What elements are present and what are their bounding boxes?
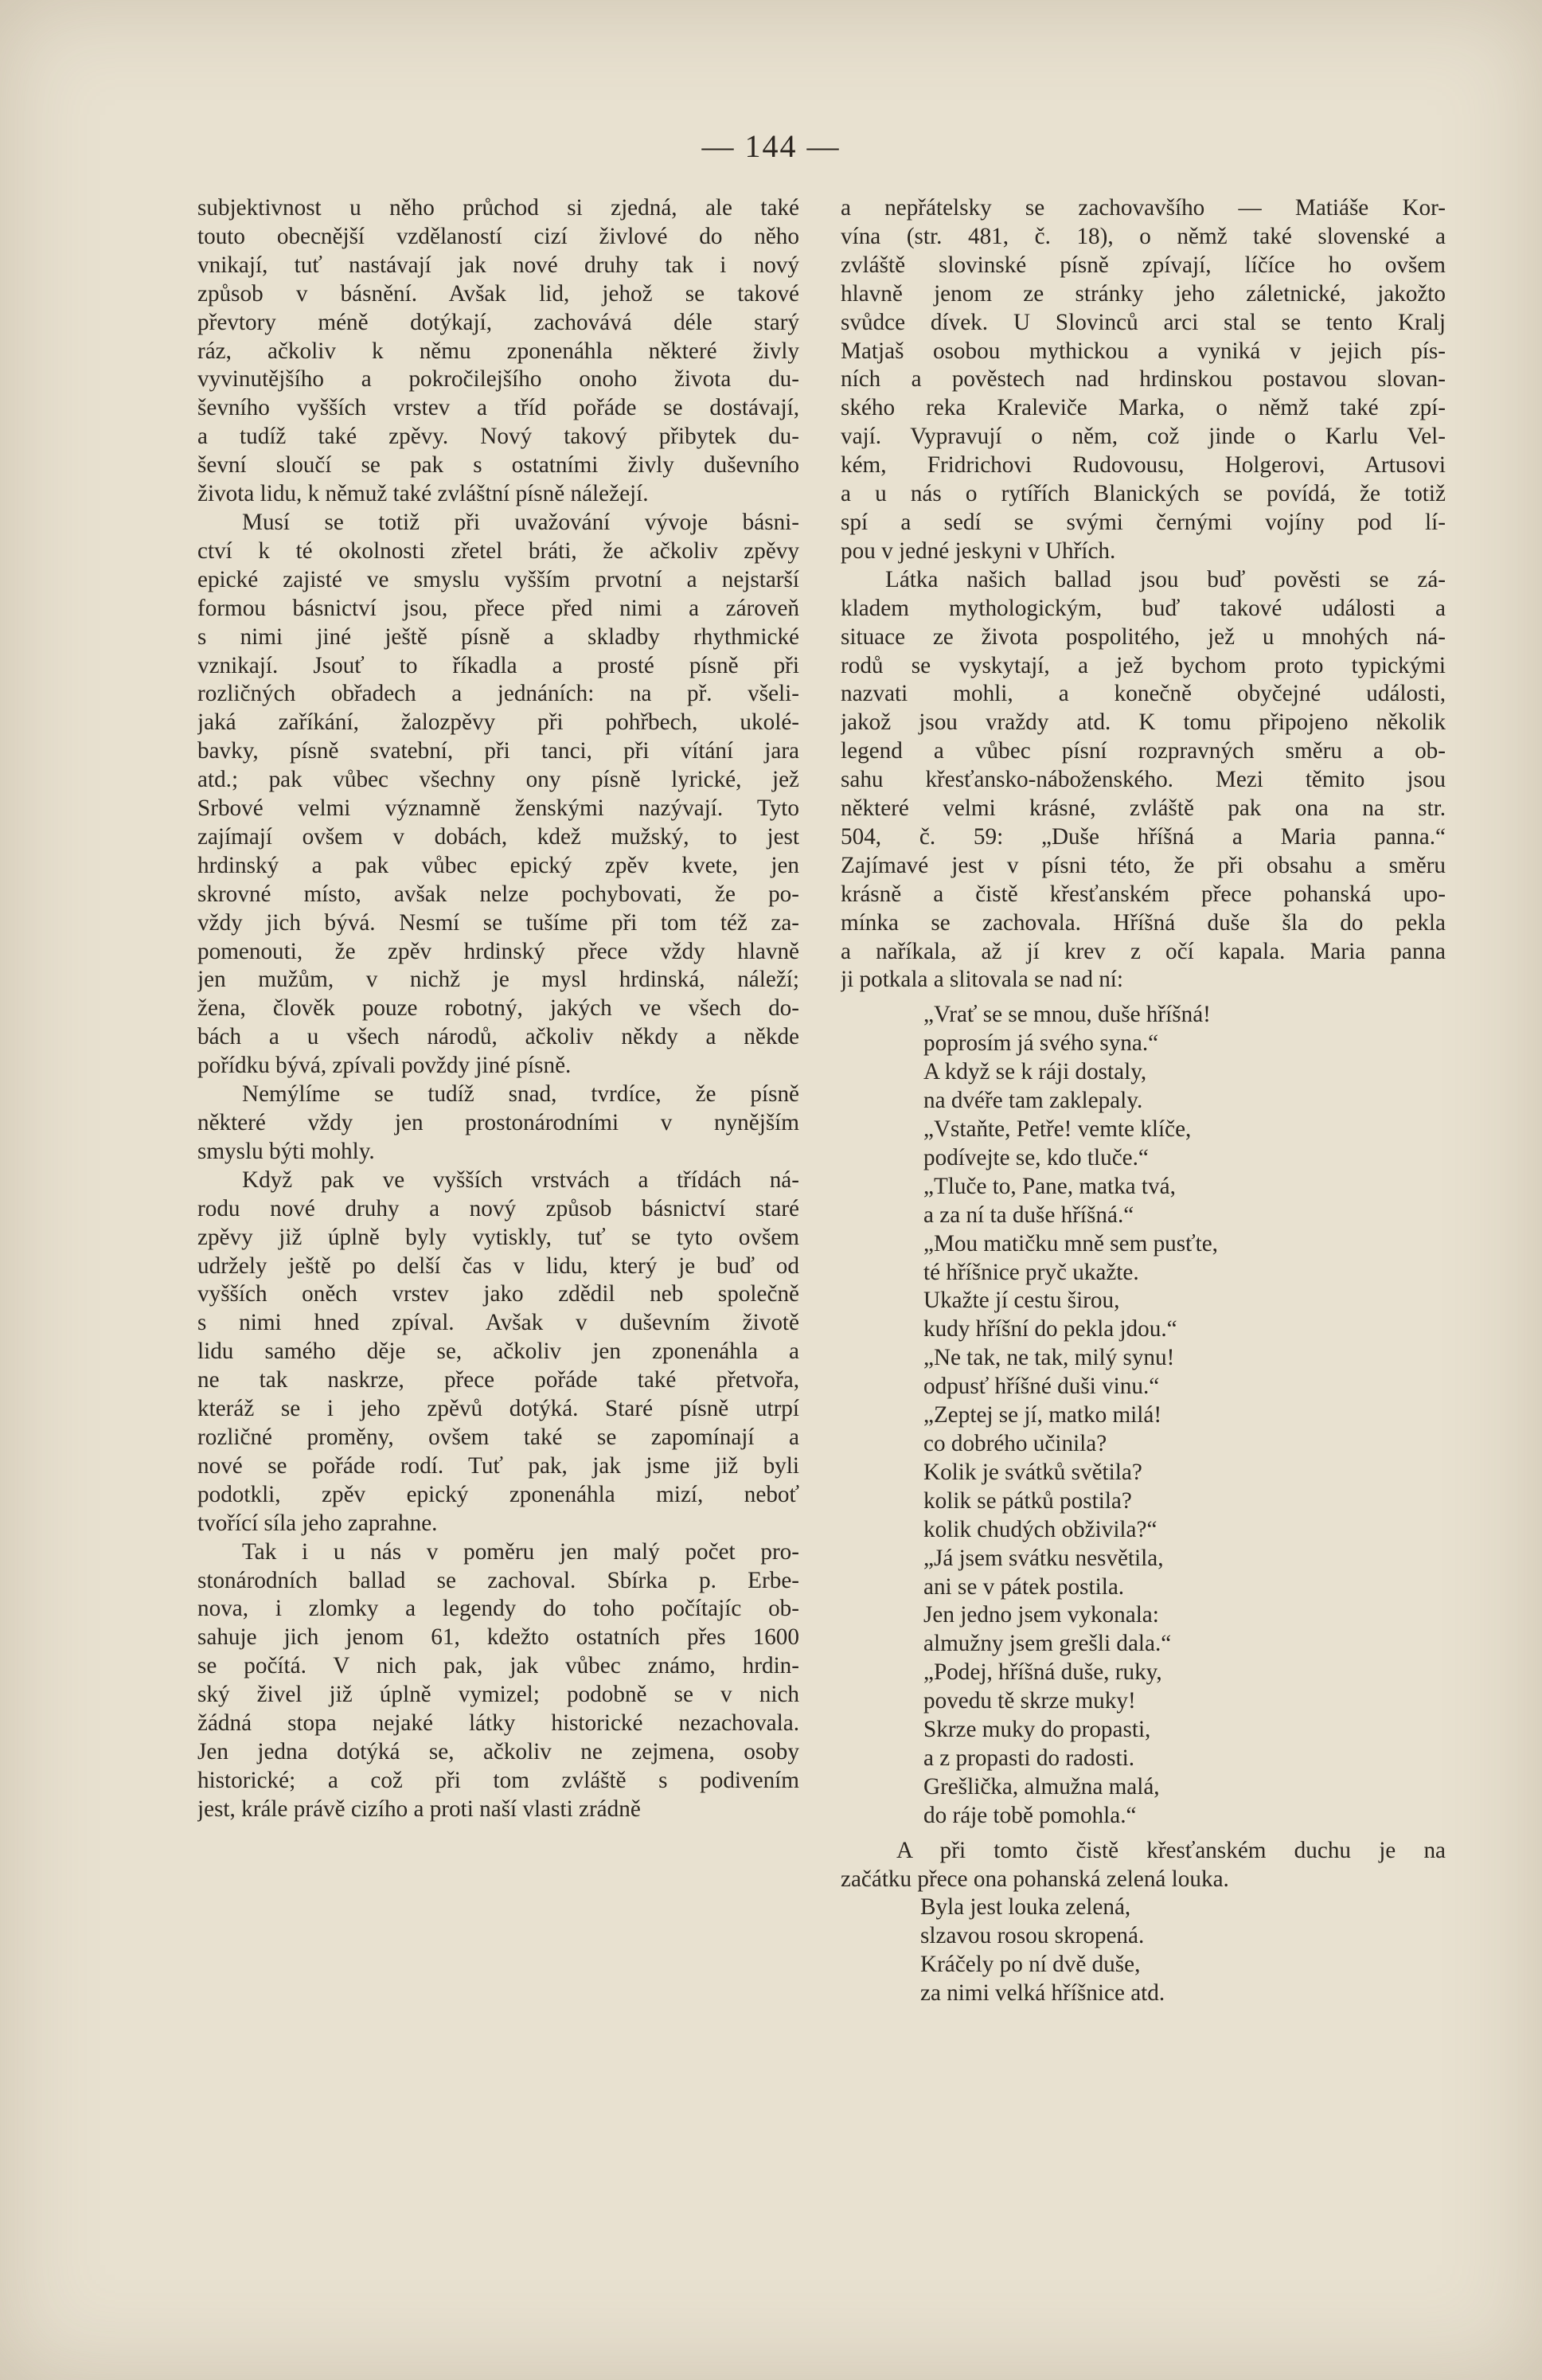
verse-line: té hříšnice pryč ukažte. <box>923 1259 1139 1285</box>
verse-line: povedu tě skrze muky! <box>923 1688 1136 1714</box>
text-line: s nimi jiné ještě písně a skladby rhythmické <box>197 623 799 650</box>
verse-line: „Zeptej se jí, matko milá! <box>923 1402 1162 1428</box>
paragraph <box>841 194 1446 566</box>
text-line: některé vždy jen prostonárodními v nynějším <box>197 1110 799 1135</box>
text-line: žena, člověk pouze robotný, jakých ve všech do- <box>197 995 799 1022</box>
text-line: žádná stopa nejaké látky historické nezachovala. <box>197 1710 799 1737</box>
verse-line: odpusť hříšné duši vinu.“ <box>923 1374 1160 1400</box>
text-line: kteráž se i jeho zpěvů dotýká. Staré písně utrpí <box>197 1396 799 1422</box>
text-line: bavky, písně svatební, při tanci, při vítání jara <box>197 738 799 764</box>
text-line: vína (str. 481, č. 18), o němž také slovenské a <box>841 223 1446 249</box>
text-line: jakož jsou vraždy atd. K tomu připojeno několik <box>841 709 1446 736</box>
text-line: Musí se totiž při uvažování vývoje básni- <box>242 509 799 535</box>
text-line: se počítá. V nich pak, jak vůbec známo, hrdin- <box>197 1653 799 1679</box>
text-line: zvláště slovinské písně zpívají, líčíce ho ovšem <box>841 252 1446 278</box>
paragraph <box>197 194 799 509</box>
text-line: ševního vyšších vrstev a tříd pořáde se dostávají, <box>197 395 799 421</box>
text-line: hlavně jenom ze stránky jeho záletnické, jakožto <box>841 280 1446 307</box>
text-line: ského reka Kraleviče Marka, o němž také zpí- <box>841 395 1446 421</box>
text-line: hrdinský a pak vůbec epický zpěv kvete, jen <box>197 852 799 878</box>
text-line: ních a pověstech nad hrdinskou postavou slovan- <box>841 366 1446 393</box>
text-line: A při tomto čistě křesťanském duchu je na <box>896 1837 1446 1863</box>
text-line: a u nás o rytířích Blanických se povídá, že totiž <box>841 481 1446 507</box>
verse-line: kolik chudých obživila?“ <box>923 1516 1157 1542</box>
verse-line: poprosím já svého syna.“ <box>923 1030 1159 1057</box>
text-line: rozličných obřadech a jednáních: na př. všeli- <box>197 681 799 707</box>
text-line: skrovné místo, avšak nelze pochybovati, že po- <box>197 881 799 907</box>
poem-zelena-louka <box>920 1893 1446 2008</box>
paragraph <box>197 509 799 1081</box>
text-line: vyšších oněch vrstev jako zdědil neb společně <box>197 1281 799 1307</box>
text-line: tvořící síla jeho zaprahne. <box>197 1510 438 1536</box>
text-line: ctví k té okolnosti zřetel bráti, že ačkoliv zpěvy <box>197 537 799 564</box>
text-line: s nimi hned zpíval. Avšak v duševním životě <box>197 1310 799 1336</box>
right-column <box>841 194 1446 2008</box>
text-line: situace ze života pospolitého, jež u mnohých ná- <box>841 623 1446 650</box>
paragraph <box>197 1167 799 1538</box>
text-line: historické; a což při tom zvláště s podivením <box>197 1767 799 1793</box>
text-line: převtory méně dotýkají, zachovává déle starý <box>197 309 799 335</box>
text-line: udržely ještě po delší čas v lidu, který je buď od <box>197 1253 799 1279</box>
text-line: svůdce dívek. U Slovinců arci stal se tento Kralj <box>841 309 1446 335</box>
verse-line: A když se k ráji dostaly, <box>923 1059 1147 1085</box>
paragraph <box>197 1081 799 1167</box>
text-line: zpěvy již úplně byly vytiskly, tuť se tyto ovšem <box>197 1224 799 1250</box>
verse-line: „Tluče to, Pane, matka tvá, <box>923 1173 1176 1199</box>
verse-line: Jen jedno jsem vykonala: <box>923 1602 1159 1628</box>
text-line: způsob v básnění. Avšak lid, jehož se takové <box>197 280 799 307</box>
verse-line: Ukažte jí cestu širou, <box>923 1288 1120 1314</box>
text-line: bách a u všech národů, ačkoliv někdy a někde <box>197 1024 799 1050</box>
verse-line: na dvéře tam zaklepaly. <box>923 1088 1143 1114</box>
verse-line: a za ní ta duše hříšná.“ <box>923 1202 1134 1228</box>
text-line: touto obecnější vzdělaností cizí živlové do něho <box>197 223 799 249</box>
text-line: ševní sloučí se pak s ostatními živly duševního <box>197 452 799 479</box>
text-line: 504, č. 59: „Duše hříšná a Maria panna.“ <box>841 823 1446 850</box>
text-line: atd.; pak vůbec všechny ony písně lyrické, jež <box>197 767 799 793</box>
verse-line: ani se v pátek postila. <box>923 1573 1125 1600</box>
text-line: legend a vůbec písní rozpravných směru a ob- <box>841 738 1446 764</box>
text-line: kém, Fridrichovi Rudovousu, Holgerovi, Artusovi <box>841 452 1446 479</box>
verse-line: Kolik je svátků světila? <box>923 1459 1142 1485</box>
text-line: Zajímavé jest v písni této, že při obsahu a směru <box>841 852 1446 878</box>
text-line: nova, i zlomky a legendy do toho počítajíc ob- <box>197 1596 799 1622</box>
text-line: nové se pořáde rodí. Tuť pak, jak jsme již byli <box>197 1452 799 1479</box>
text-line: sahu křesťansko-náboženského. Mezi těmito jsou <box>841 767 1446 793</box>
text-line: jen mužům, v nichž je mysl hrdinská, náleží; <box>197 967 799 993</box>
text-line: vnikají, tuť nastávají jak nové druhy tak i nový <box>197 252 799 278</box>
left-column <box>197 194 799 1824</box>
verse-line: Kráčely po ní dvě duše, <box>920 1952 1141 1978</box>
text-line: pomenouti, že zpěv hrdinský přece vždy hlavně <box>197 938 799 964</box>
text-line: rodů se vyskytají, a jež bychom proto typickými <box>841 652 1446 678</box>
text-line: Látka našich ballad jsou buď pověsti se zá- <box>885 566 1446 592</box>
text-line: nazvati mohli, a konečně obyčejné události, <box>841 681 1446 707</box>
verse-line: „Mou matičku mně sem pusťte, <box>923 1230 1218 1256</box>
text-line: Matjaš osobou mythickou a vyniká v jejich pís- <box>841 338 1446 364</box>
text-line: života lidu, k němuž také zvláštní písně náležejí. <box>197 481 649 507</box>
text-line: vznikají. Jsouť to říkadla a prosté písně při <box>197 652 799 678</box>
verse-line: „Vrať se se mnou, duše hříšná! <box>923 1002 1211 1028</box>
text-line: Když pak ve vyšších vrstvách a třídách ná- <box>242 1167 799 1193</box>
paragraph <box>197 1538 799 1824</box>
text-line: a naříkala, až jí krev z očí kapala. Maria panna <box>841 938 1446 964</box>
verse-line: kolik se pátků postila? <box>923 1487 1132 1514</box>
paragraph <box>841 566 1446 995</box>
text-line: subjektivnost u něho průchod si zjedná, ale také <box>197 195 799 221</box>
text-line: Srbové velmi významně ženskými nazývají. Tyto <box>197 795 799 822</box>
verse-line: almužny jsem grešli dala.“ <box>923 1631 1172 1657</box>
text-line: epické zajisté ve smyslu vyšším prvotní a nejstarší <box>197 566 799 592</box>
text-line: stonárodních ballad se zachoval. Sbírka p. Erbe- <box>197 1567 799 1593</box>
text-line: zajímají ovšem v dobách, kdež mužský, to jest <box>197 823 799 850</box>
verse-line: a z propasti do radosti. <box>923 1745 1135 1771</box>
text-line: lidu samého děje se, ačkoliv jen zponenáhla a <box>197 1339 799 1365</box>
verse-line: do ráje tobě pomohla.“ <box>923 1802 1137 1828</box>
text-line: formou básnictví jsou, přece před nimi a zároveň <box>197 595 799 621</box>
text-line: podotkli, zpěv epický zponenáhla mizí, neboť <box>197 1481 799 1507</box>
poem-duse-hrisna <box>923 1001 1446 1830</box>
text-line: ráz, ačkoliv k němu zponenáhla některé živly <box>197 338 799 364</box>
paragraph <box>841 1837 1446 1894</box>
verse-line: co dobrého učinila? <box>923 1430 1107 1456</box>
text-line: začátku přece ona pohanská zelená louka. <box>841 1866 1229 1892</box>
verse-line: „Já jsem svátku nesvětila, <box>923 1545 1164 1571</box>
verse-line: „Ne tak, ne tak, milý synu! <box>923 1345 1175 1371</box>
verse-line: podívejte se, kdo tluče.“ <box>923 1144 1149 1170</box>
text-line: vždy jich bývá. Nesmí se tušíme při tom též za- <box>197 909 799 936</box>
verse-line: za nimi velká hříšnice atd. <box>920 1980 1165 2007</box>
text-line: Nemýlíme se tudíž snad, tvrdíce, že písně <box>242 1081 799 1108</box>
text-line: sahuje jich jenom 61, kdežto ostatních přes 1600 <box>197 1624 799 1651</box>
verse-line: „Vstaňte, Petře! vemte klíče, <box>923 1116 1192 1142</box>
text-line: spí a sedí se svými černými vojíny pod lí- <box>841 509 1446 535</box>
text-line: a tudíž také zpěvy. Nový takový přibytek du- <box>197 424 799 450</box>
text-line: pou v jedné jeskyni v Uhřích. <box>841 537 1116 564</box>
text-line: některé velmi krásné, zvláště pak ona na str. <box>841 795 1446 822</box>
text-line: Jen jedna dotýká se, ačkoliv ne zejmena, osoby <box>197 1738 799 1764</box>
text-line: rozličné proměny, ovšem také se zapomínají a <box>197 1424 799 1450</box>
verse-line: Byla jest louka zelená, <box>920 1894 1131 1921</box>
verse-line: kudy hříšní do pekla jdou.“ <box>923 1316 1177 1342</box>
text-line: krásně a čistě křesťanském přece pohanská upo- <box>841 881 1446 907</box>
text-line: vají. Vypravují o něm, což jinde o Karlu Vel- <box>841 424 1446 450</box>
text-line: Tak i u nás v poměru jen malý počet pro- <box>242 1538 799 1565</box>
text-line: mínka se zachovala. Hříšná duše šla do pekla <box>841 909 1446 936</box>
verse-line: „Podej, hříšná duše, ruky, <box>923 1659 1162 1686</box>
text-line: jaká zaříkání, žalozpěvy při pohřbech, ukolé- <box>197 709 799 736</box>
text-line: pořídku bývá, zpívali povždy jiné písně. <box>197 1053 572 1079</box>
text-line: ne tak naskrze, přece pořáde také přetvořa, <box>197 1367 799 1393</box>
text-line: jest, krále právě cizího a proti naší vlasti zrádně <box>197 1796 641 1822</box>
page-number: — 144 — <box>701 128 841 164</box>
text-line: ji potkala a slitovala se nad ní: <box>841 967 1124 993</box>
text-line: rodu nové druhy a nový způsob básnictví staré <box>197 1195 799 1221</box>
text-line: smyslu býti mohly. <box>197 1138 375 1164</box>
verse-line: slzavou rosou skropená. <box>920 1923 1145 1949</box>
text-line: kladem mythologickým, buď takové události a <box>841 595 1446 621</box>
verse-line: Grešlička, almužna malá, <box>923 1773 1160 1800</box>
text-line: ský živel již úplně vymizel; podobně se v nich <box>197 1682 799 1708</box>
text-line: vyvinutějšího a pokročilejšího onoho života du- <box>197 366 799 393</box>
verse-line: Skrze muky do propasti, <box>923 1717 1151 1743</box>
text-line: a nepřátelsky se zachovavšího — Matiáše Kor- <box>841 195 1446 221</box>
